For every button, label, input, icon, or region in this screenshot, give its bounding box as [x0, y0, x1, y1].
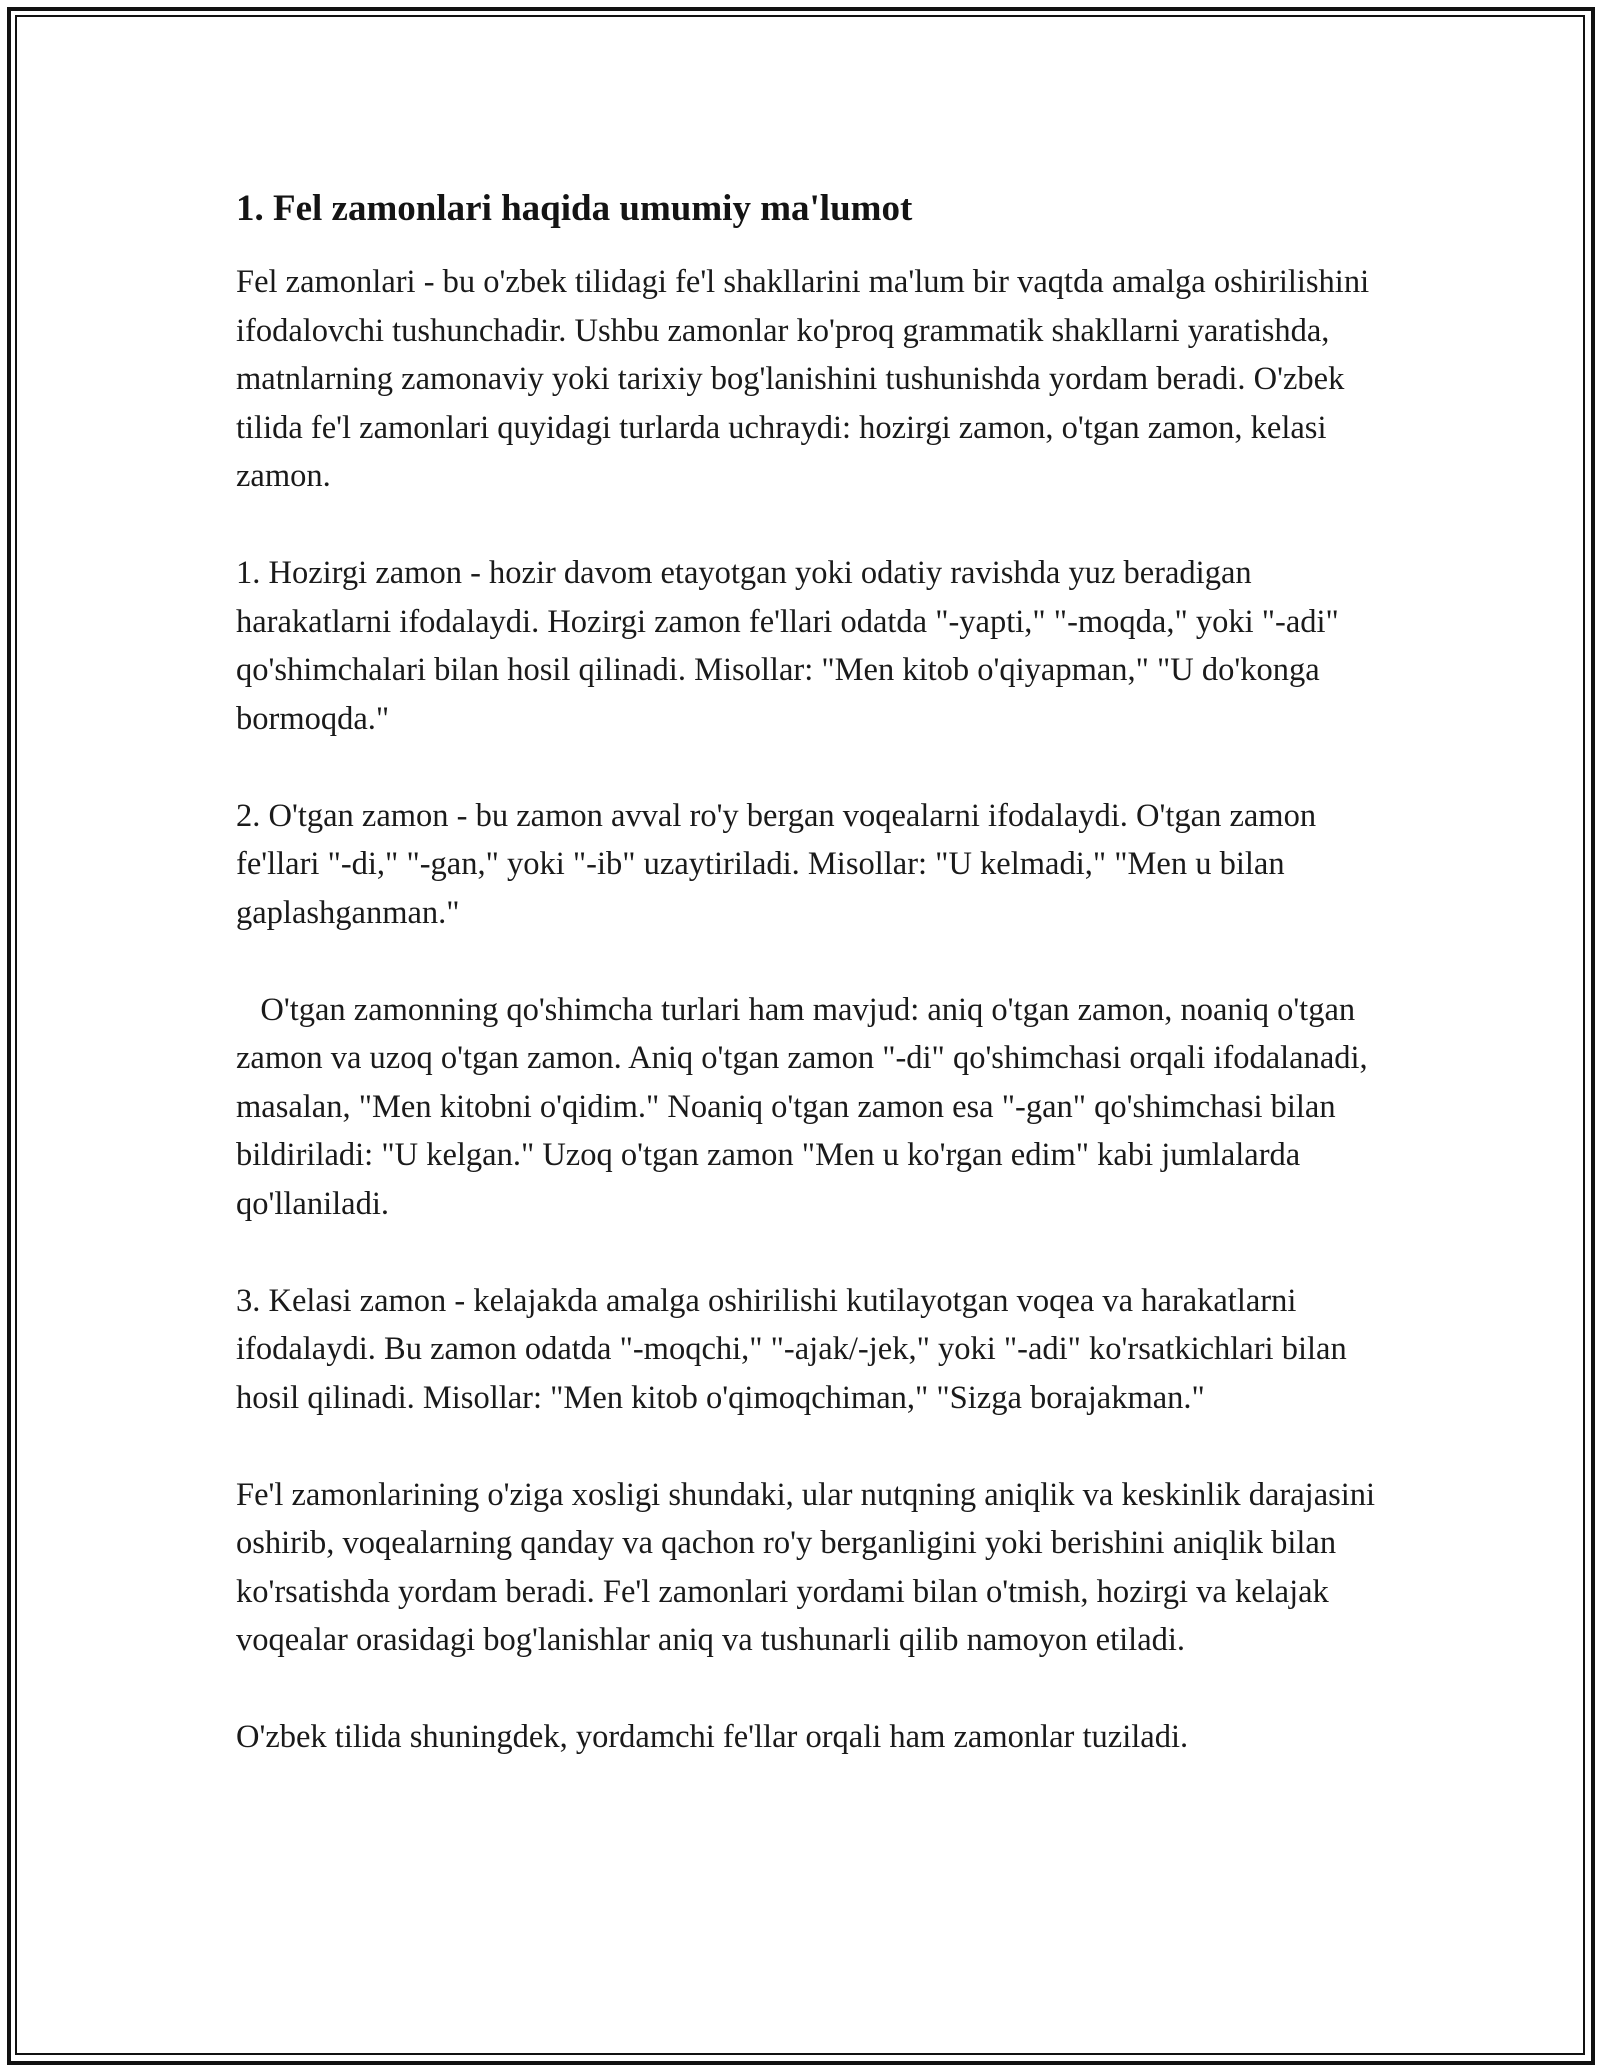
paragraph-tense-significance: Fe'l zamonlarining o'ziga xosligi shundaki, ular nutqning aniqlik va keskinlik darajasini oshirib, voqealarning qanday va qachon ro'y berganligini yoki berishini aniqlik bilan ko'rsatishda yordam beradi. Fe'l zamonlari yordami bilan o'tmish, hozirgi va kelajak voqealar orasidagi bog'lanishlar aniq va tushunarli qilib namoyon etiladi. [236, 1476, 1384, 1658]
paragraph-past-tense-types: O'tgan zamonning qo'shimcha turlari ham mavjud: aniq o'tgan zamon, noaniq o'tgan zamon va uzoq o'tgan zamon. Aniq o'tgan zamon "-di" qo'shimchasi orqali ifodalanadi, masalan, "Men kitobni o'qidim." Noaniq o'tgan zamon esa "-gan" qo'shimchasi bilan bildiriladi: "U kelgan." Uzoq o'tgan zamon "Men u ko'rgan edim" kabi jumlalarda qo'llaniladi. [236, 991, 1376, 1222]
paragraph-present-tense: 1. Hozirgi zamon - hozir davom etayotgan yoki odatiy ravishda yuz beradigan harakatlarni ifodalaydi. Hozirgi zamon fe'llari odatda "-yapti," "-moqda," yoki "-adi" qo'shimchalari bilan hosil qilinadi. Misollar: "Men kitob o'qiyapman," "U do'konga bormoqda." [236, 555, 1347, 737]
paragraph-intro: Fel zamonlari - bu o'zbek tilidagi fe'l shakllarini ma'lum bir vaqtda amalga oshirilishini ifodalovchi tushunchadir. Ushbu zamonlar ko'proq grammatik shakllarni yaratishda, matnlarning zamonaviy yoki tarixiy bog'lanishini tushunishda yordam beradi. O'zbek tilida fe'l zamonlari quyidagi turlarda uchraydi: hozirgi zamon, o'tgan zamon, kelasi zamon. [236, 264, 1378, 494]
paragraph-future-tense: 3. Kelasi zamon - kelajakda amalga oshirilishi kutilayotgan voqea va harakatlarni ifodalaydi. Bu zamon odatda "-moqchi," "-ajak/-jek," yoki "-adi" ko'rsatkichlari bilan hosil qilinadi. Misollar: "Men kitob o'qimoqchiman," "Sizga borajakman." [236, 1282, 1355, 1416]
document-title: 1. Fel zamonlari haqida umumiy ma'lumot [236, 188, 913, 229]
paragraph-auxiliary-verbs: O'zbek tilida shuningdek, yordamchi fe'llar orqali ham zamonlar tuziladi. [236, 1719, 1189, 1755]
paragraph-past-tense: 2. O'tgan zamon - bu zamon avval ro'y bergan voqealarni ifodalaydi. O'tgan zamon fe'llari "-di," "-gan," yoki "-ib" uzaytiriladi. Misollar: "U kelmadi," "Men u bilan gaplashganman." [236, 797, 1325, 931]
document-body [236, 186, 1384, 1762]
